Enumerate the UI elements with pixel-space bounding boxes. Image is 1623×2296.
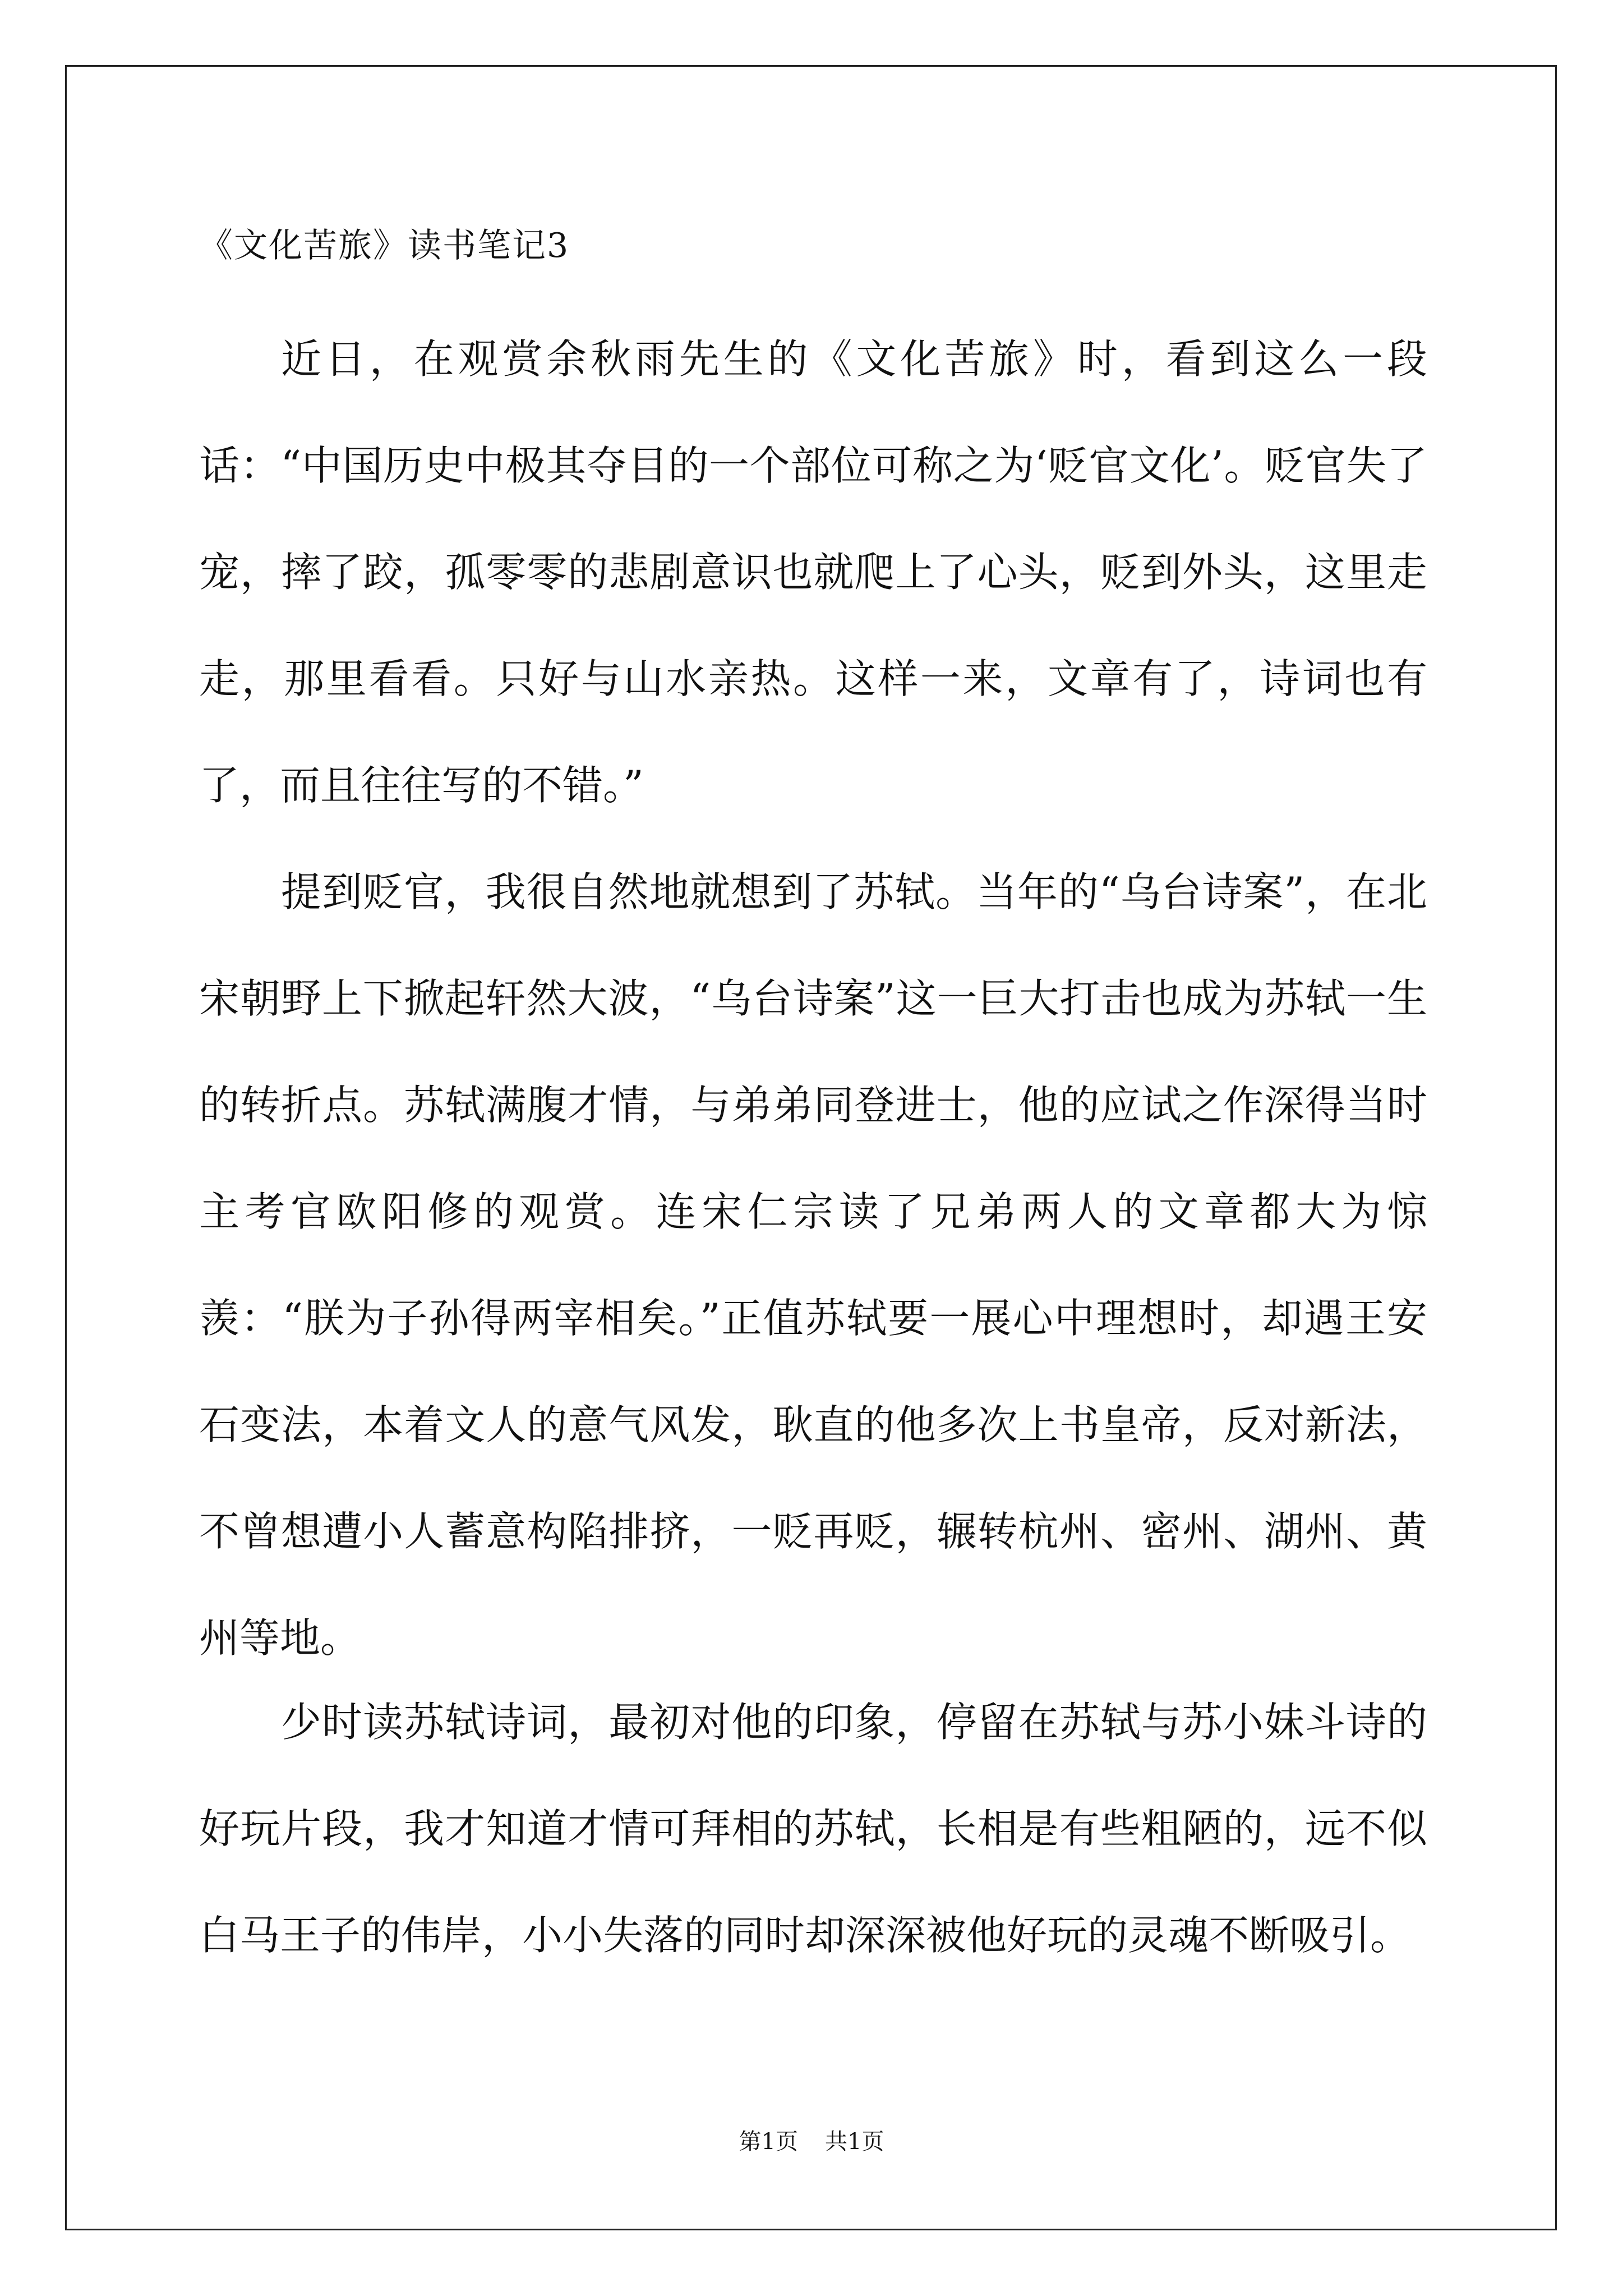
page-total: 共1页	[825, 2129, 884, 2155]
page-footer	[0, 2125, 1623, 2159]
document-title: 《文化苦旅》读书笔记3	[199, 226, 570, 265]
page-number: 第1页	[739, 2129, 798, 2155]
paragraph: 近日，在观赏余秋雨先生的《文化苦旅》时，看到这么一段话：“中国历史中极其夺目的一个部位可称之为‘贬官文化’。贬官失了宠，摔了跤，孤零零的悲剧意识也就爬上了心头，贬到外头，这里走走，那里看看。只好与山水亲热。这样一来，文章有了，诗词也有了，而且往往写的不错。”	[199, 335, 1427, 809]
paragraph: 提到贬官，我很自然地就想到了苏轼。当年的“乌台诗案”，在北宋朝野上下掀起轩然大波，“乌台诗案”这一巨大打击也成为苏轼一生的转折点。苏轼满腹才情，与弟弟同登进士，他的应试之作深得当时主考官欧阳修的观赏。连宋仁宗读了兄弟两人的文章都大为惊羡：“朕为子孙得两宰相矣。”正值苏轼要一展心中理想时，却遇王安石变法，本着文人的意气风发，耿直的他多次上书皇帝，反对新法，不曾想遭小人蓄意构陷排挤，一贬再贬，辗转杭州、密州、湖州、黄州等地。	[199, 868, 1427, 1662]
paragraph: 少时读苏轼诗词，最初对他的印象，停留在苏轼与苏小妹斗诗的好玩片段，我才知道才情可拜相的苏轼，长相是有些粗陋的，远不似白马王子的伟岸，小小失落的同时却深深被他好玩的灵魂不断吸引。	[199, 1699, 1427, 1959]
